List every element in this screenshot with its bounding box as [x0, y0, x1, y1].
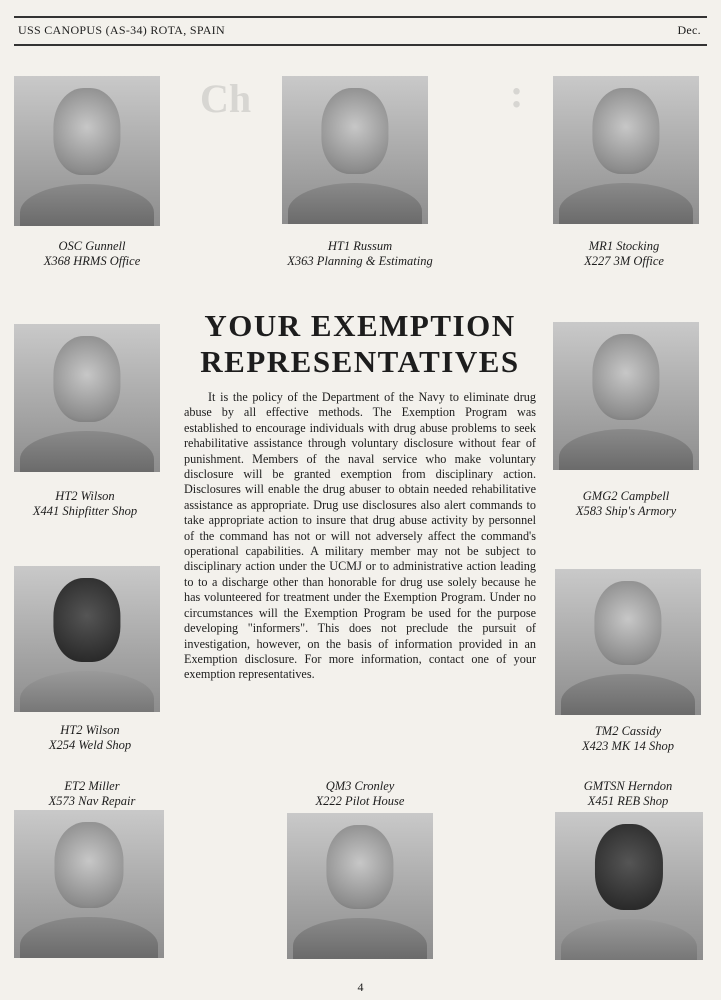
portrait-photo — [553, 76, 699, 224]
rep-extension: X583 Ship's Armory — [575, 504, 677, 518]
portrait-photo — [555, 569, 701, 715]
article-title — [190, 308, 530, 380]
rep-caption — [275, 239, 445, 269]
show-through-text: Ch — [200, 76, 252, 121]
article-title-line: REPRESENTATIVES — [200, 344, 520, 379]
page-number: 4 — [357, 980, 364, 994]
rep-name: GMTSN Herndon — [583, 779, 673, 793]
rep-extension: X363 Planning & Estimating — [287, 254, 433, 268]
rep-name: QM3 Cronley — [325, 779, 395, 793]
rep-caption — [548, 724, 708, 754]
portrait-photo — [287, 813, 433, 959]
rep-name: HT1 Russum — [327, 239, 393, 253]
portrait-photo — [14, 566, 160, 712]
rep-name: OSC Gunnell — [58, 239, 126, 253]
rep-caption — [12, 239, 172, 269]
page-header — [14, 16, 707, 46]
portrait-photo — [555, 812, 703, 960]
article-body: It is the policy of the Department of the Navy to eliminate drug abuse by all effective methods. The Exemption Program was established to encourage individuals with drug abuse problems to seek rehabilitative assistance through voluntary disclosure without fear of punishment. Members of the naval service who make voluntary disclosure will be granted exemption from disciplinary action. Disclosures will enable the drug abuser to obtain needed rehabilitative assistance as appropriate. Drug use disclosures also alert commands to take appropriate action to insure that drug abuse activity by personnel of the command has not or will not adversely affect the command's operational capabilities. A military member may not be subject to disciplinary action under the UCMJ or to administrative action leading to to a discharge other than honorable for drug use solely because he has volunteered for treatment under the Exemption Program. Under no circumstances will the Exemption Program be used for the purpose developing "informers". This does not preclude the pursuit of investigation, however, on the basis of information provided in an Exemption disclosure. For more information, contact one of your exemption representatives. — [184, 390, 536, 682]
portrait-photo — [14, 324, 160, 472]
rep-name: ET2 Miller — [64, 779, 120, 793]
show-through-text: : — [510, 71, 524, 116]
rep-caption — [10, 723, 170, 753]
rep-extension: X451 REB Shop — [587, 794, 669, 808]
rep-name: TM2 Cassidy — [594, 724, 662, 738]
rep-extension: X368 HRMS Office — [43, 254, 141, 268]
rep-caption — [0, 489, 170, 519]
rep-caption — [546, 489, 706, 519]
portrait-photo — [14, 810, 164, 958]
rep-caption — [275, 779, 445, 809]
rep-extension: X423 MK 14 Shop — [581, 739, 674, 753]
rep-extension: X254 Weld Shop — [48, 738, 132, 752]
rep-name: HT2 Wilson — [60, 723, 120, 737]
rep-extension: X227 3M Office — [584, 254, 664, 268]
rep-extension: X573 Nav Repair — [48, 794, 136, 808]
rep-name: GMG2 Campbell — [582, 489, 670, 503]
portrait-photo — [553, 322, 699, 470]
rep-caption — [544, 239, 704, 269]
issue-month: Dec. — [677, 23, 701, 37]
rep-caption — [12, 779, 172, 809]
publication-title: USS CANOPUS (AS-34) ROTA, SPAIN — [18, 23, 225, 37]
rep-extension: X441 Shipfitter Shop — [32, 504, 138, 518]
rep-caption — [548, 779, 708, 809]
portrait-photo — [14, 76, 160, 226]
portrait-photo — [282, 76, 428, 224]
rep-name: MR1 Stocking — [588, 239, 660, 253]
rep-name: HT2 Wilson — [55, 489, 115, 503]
rep-extension: X222 Pilot House — [315, 794, 405, 808]
article-title-line: YOUR EXEMPTION — [204, 308, 516, 343]
